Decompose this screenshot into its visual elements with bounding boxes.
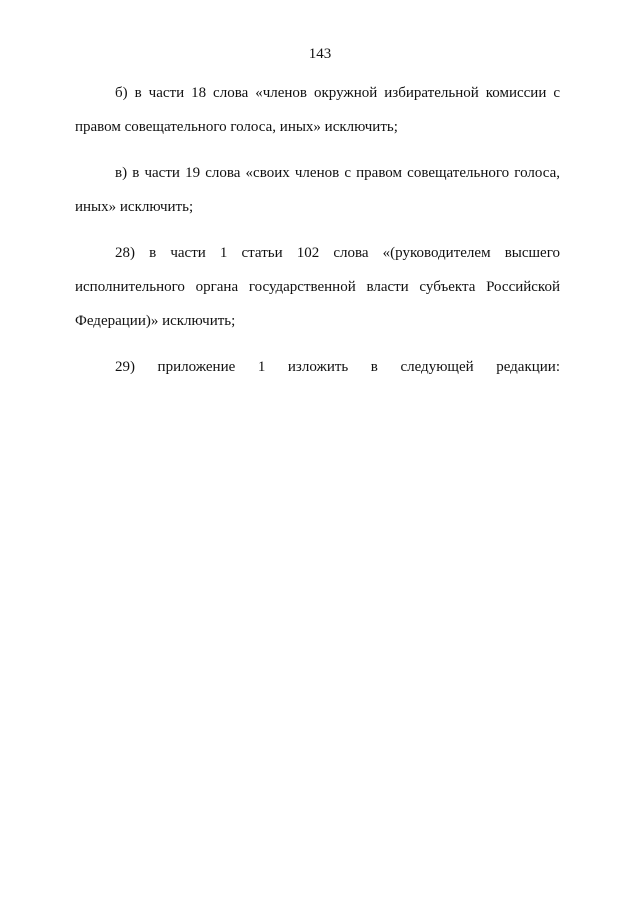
paragraph-b: б) в части 18 слова «членов окружной избирательной комиссии с правом совещательного голоса, иных» исключить; (75, 85, 560, 135)
paragraph-29: 29) приложение 1 изложить в следующей редакции: (115, 359, 560, 375)
paragraph-v: в) в части 19 слова «своих членов с правом совещательного голоса, иных» исключить; (75, 165, 560, 215)
paragraph-28: 28) в части 1 статьи 102 слова «(руководителем высшего исполнительного органа государственной власти субъекта Российской Федерации)» исключить; (75, 245, 560, 329)
document-body (75, 76, 560, 396)
page-number: 143 (308, 46, 332, 62)
